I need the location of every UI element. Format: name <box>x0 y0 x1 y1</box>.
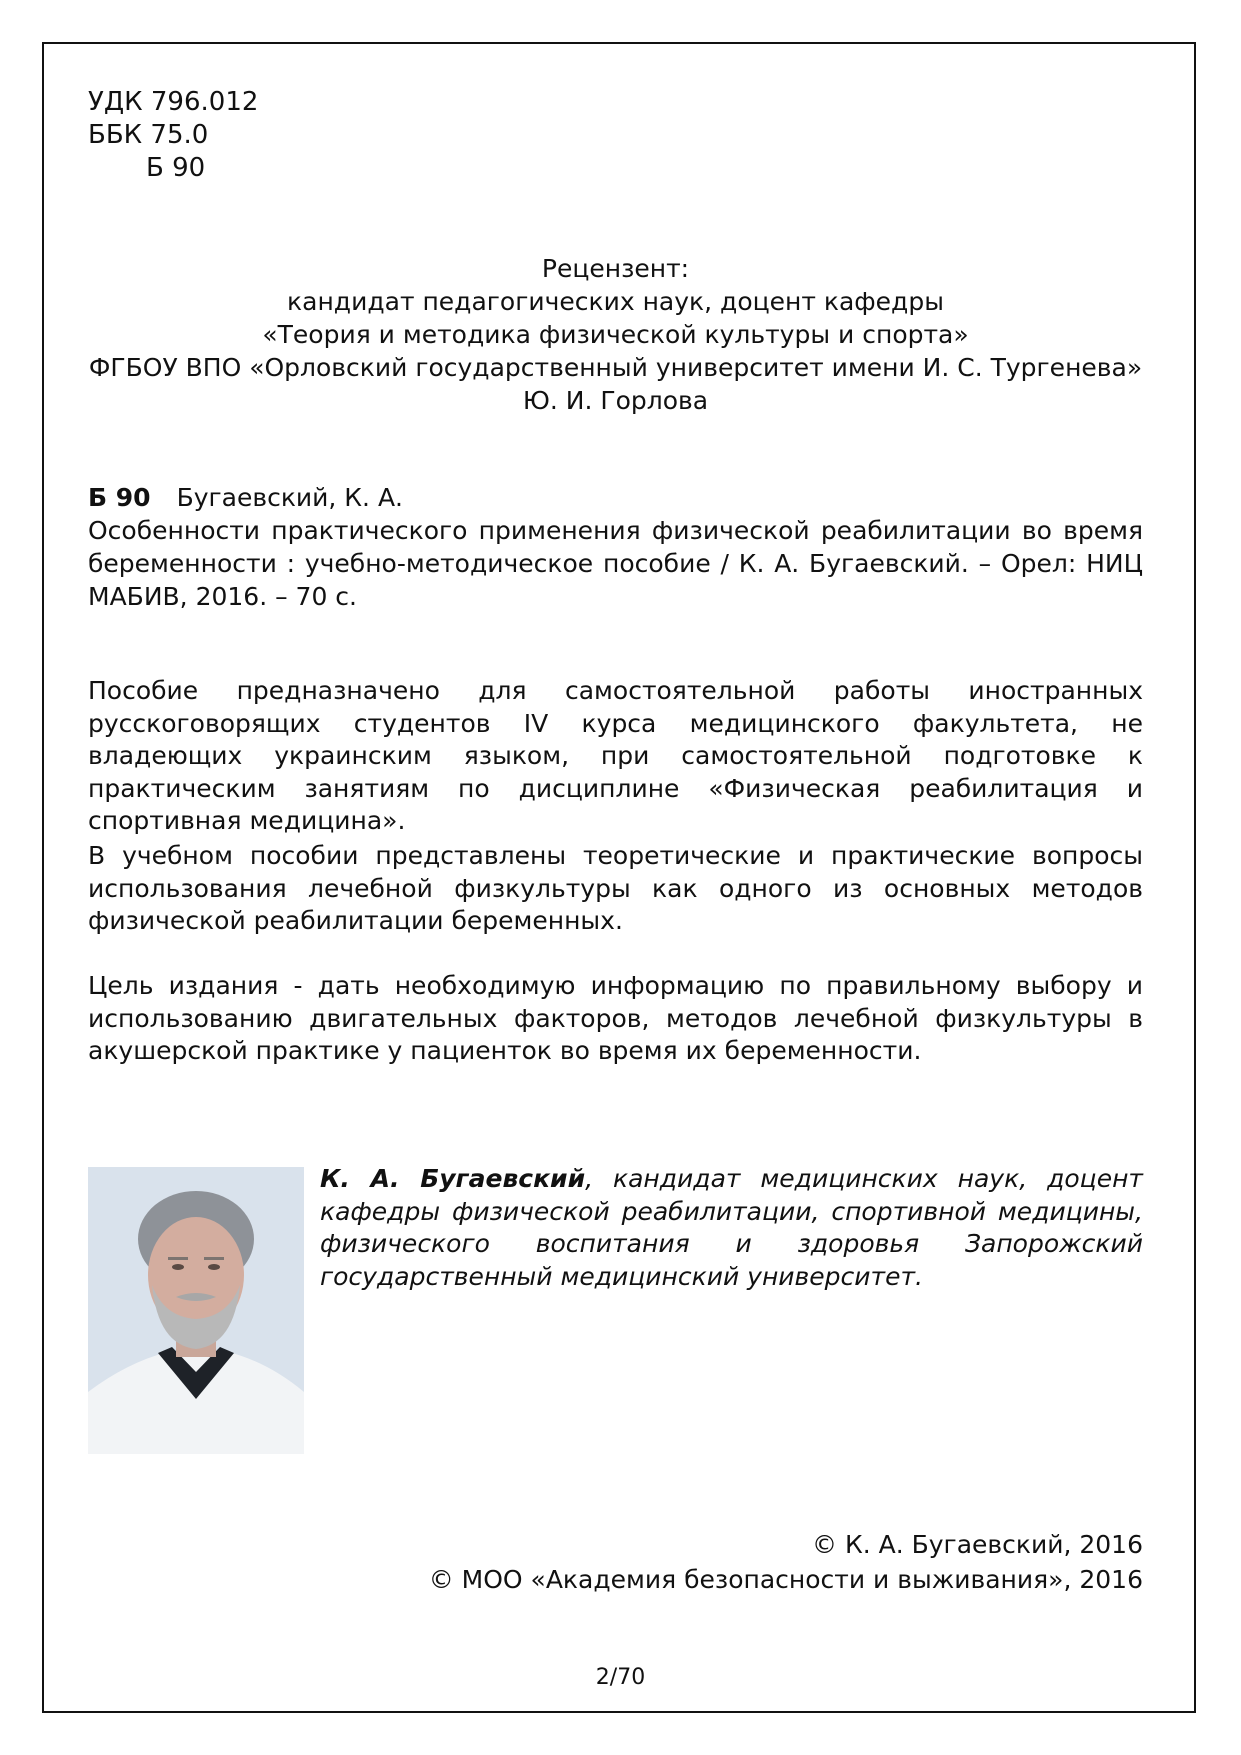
author-description: , кандидат медицинских наук, доцент кафедры физической реабилитации, спортивной медицины, физического воспитания и здоровья Запорожский государственный медицинский университет. <box>320 1164 1143 1291</box>
author-mark: Б 90 <box>146 153 206 183</box>
reviewer-block <box>88 252 1143 417</box>
author-portrait-icon <box>88 1167 304 1454</box>
annotation-paragraph: Цель издания - дать необходимую информацию по правильному выбору и использованию двигательных факторов, методов лечебной физкультуры в акушерской практике у пациенток во время их беременности. <box>88 971 1143 1065</box>
copyright-line: © К. А. Бугаевский, 2016 <box>812 1530 1143 1559</box>
author-bio <box>320 1163 1143 1293</box>
biblio-description: Особенности практического применения физической реабилитации во время беременности : учебно-методическое пособие / К. А. Бугаевский. – Орел: НИЦ МАБИВ, 2016. – 70 с. <box>88 516 1143 611</box>
copyright-line: © МОО «Академия безопасности и выживания», 2016 <box>428 1565 1143 1594</box>
reviewer-line: ФГБОУ ВПО «Орловский государственный университет имени И. С. Тургенева» <box>88 353 1143 382</box>
reviewer-line: кандидат педагогических наук, доцент кафедры <box>287 287 944 316</box>
biblio-code: Б 90 <box>88 483 151 512</box>
annotation-paragraph: Пособие предназначено для самостоятельной работы иностранных русскоговорящих студентов IV курса медицинского факультета, не владеющих украинским языком, при самостоятельной подготовке к практическим занятиям по дисциплине «Физическая реабилитация и спортивная медицина». <box>88 676 1143 835</box>
bibliographic-record <box>88 481 1143 613</box>
copyright-block <box>429 1527 1143 1597</box>
author-name: К. А. Бугаевский <box>320 1164 586 1193</box>
bbk-code: ББК 75.0 <box>88 120 209 150</box>
author-photo <box>88 1167 304 1454</box>
annotation-paragraph: В учебном пособии представлены теоретические и практические вопросы использования лечебной физкультуры как одного из основных методов физической реабилитации беременных. <box>88 841 1143 935</box>
reviewer-heading: Рецензент: <box>541 254 690 283</box>
udk-code: УДК 796.012 <box>88 87 259 117</box>
biblio-author: Бугаевский, К. А. <box>176 483 404 512</box>
reviewer-name: Ю. И. Горлова <box>522 386 709 415</box>
page-number: 2/70 <box>595 1665 646 1690</box>
classification-codes <box>88 86 258 185</box>
reviewer-line: «Теория и методика физической культуры и спорта» <box>262 320 969 349</box>
